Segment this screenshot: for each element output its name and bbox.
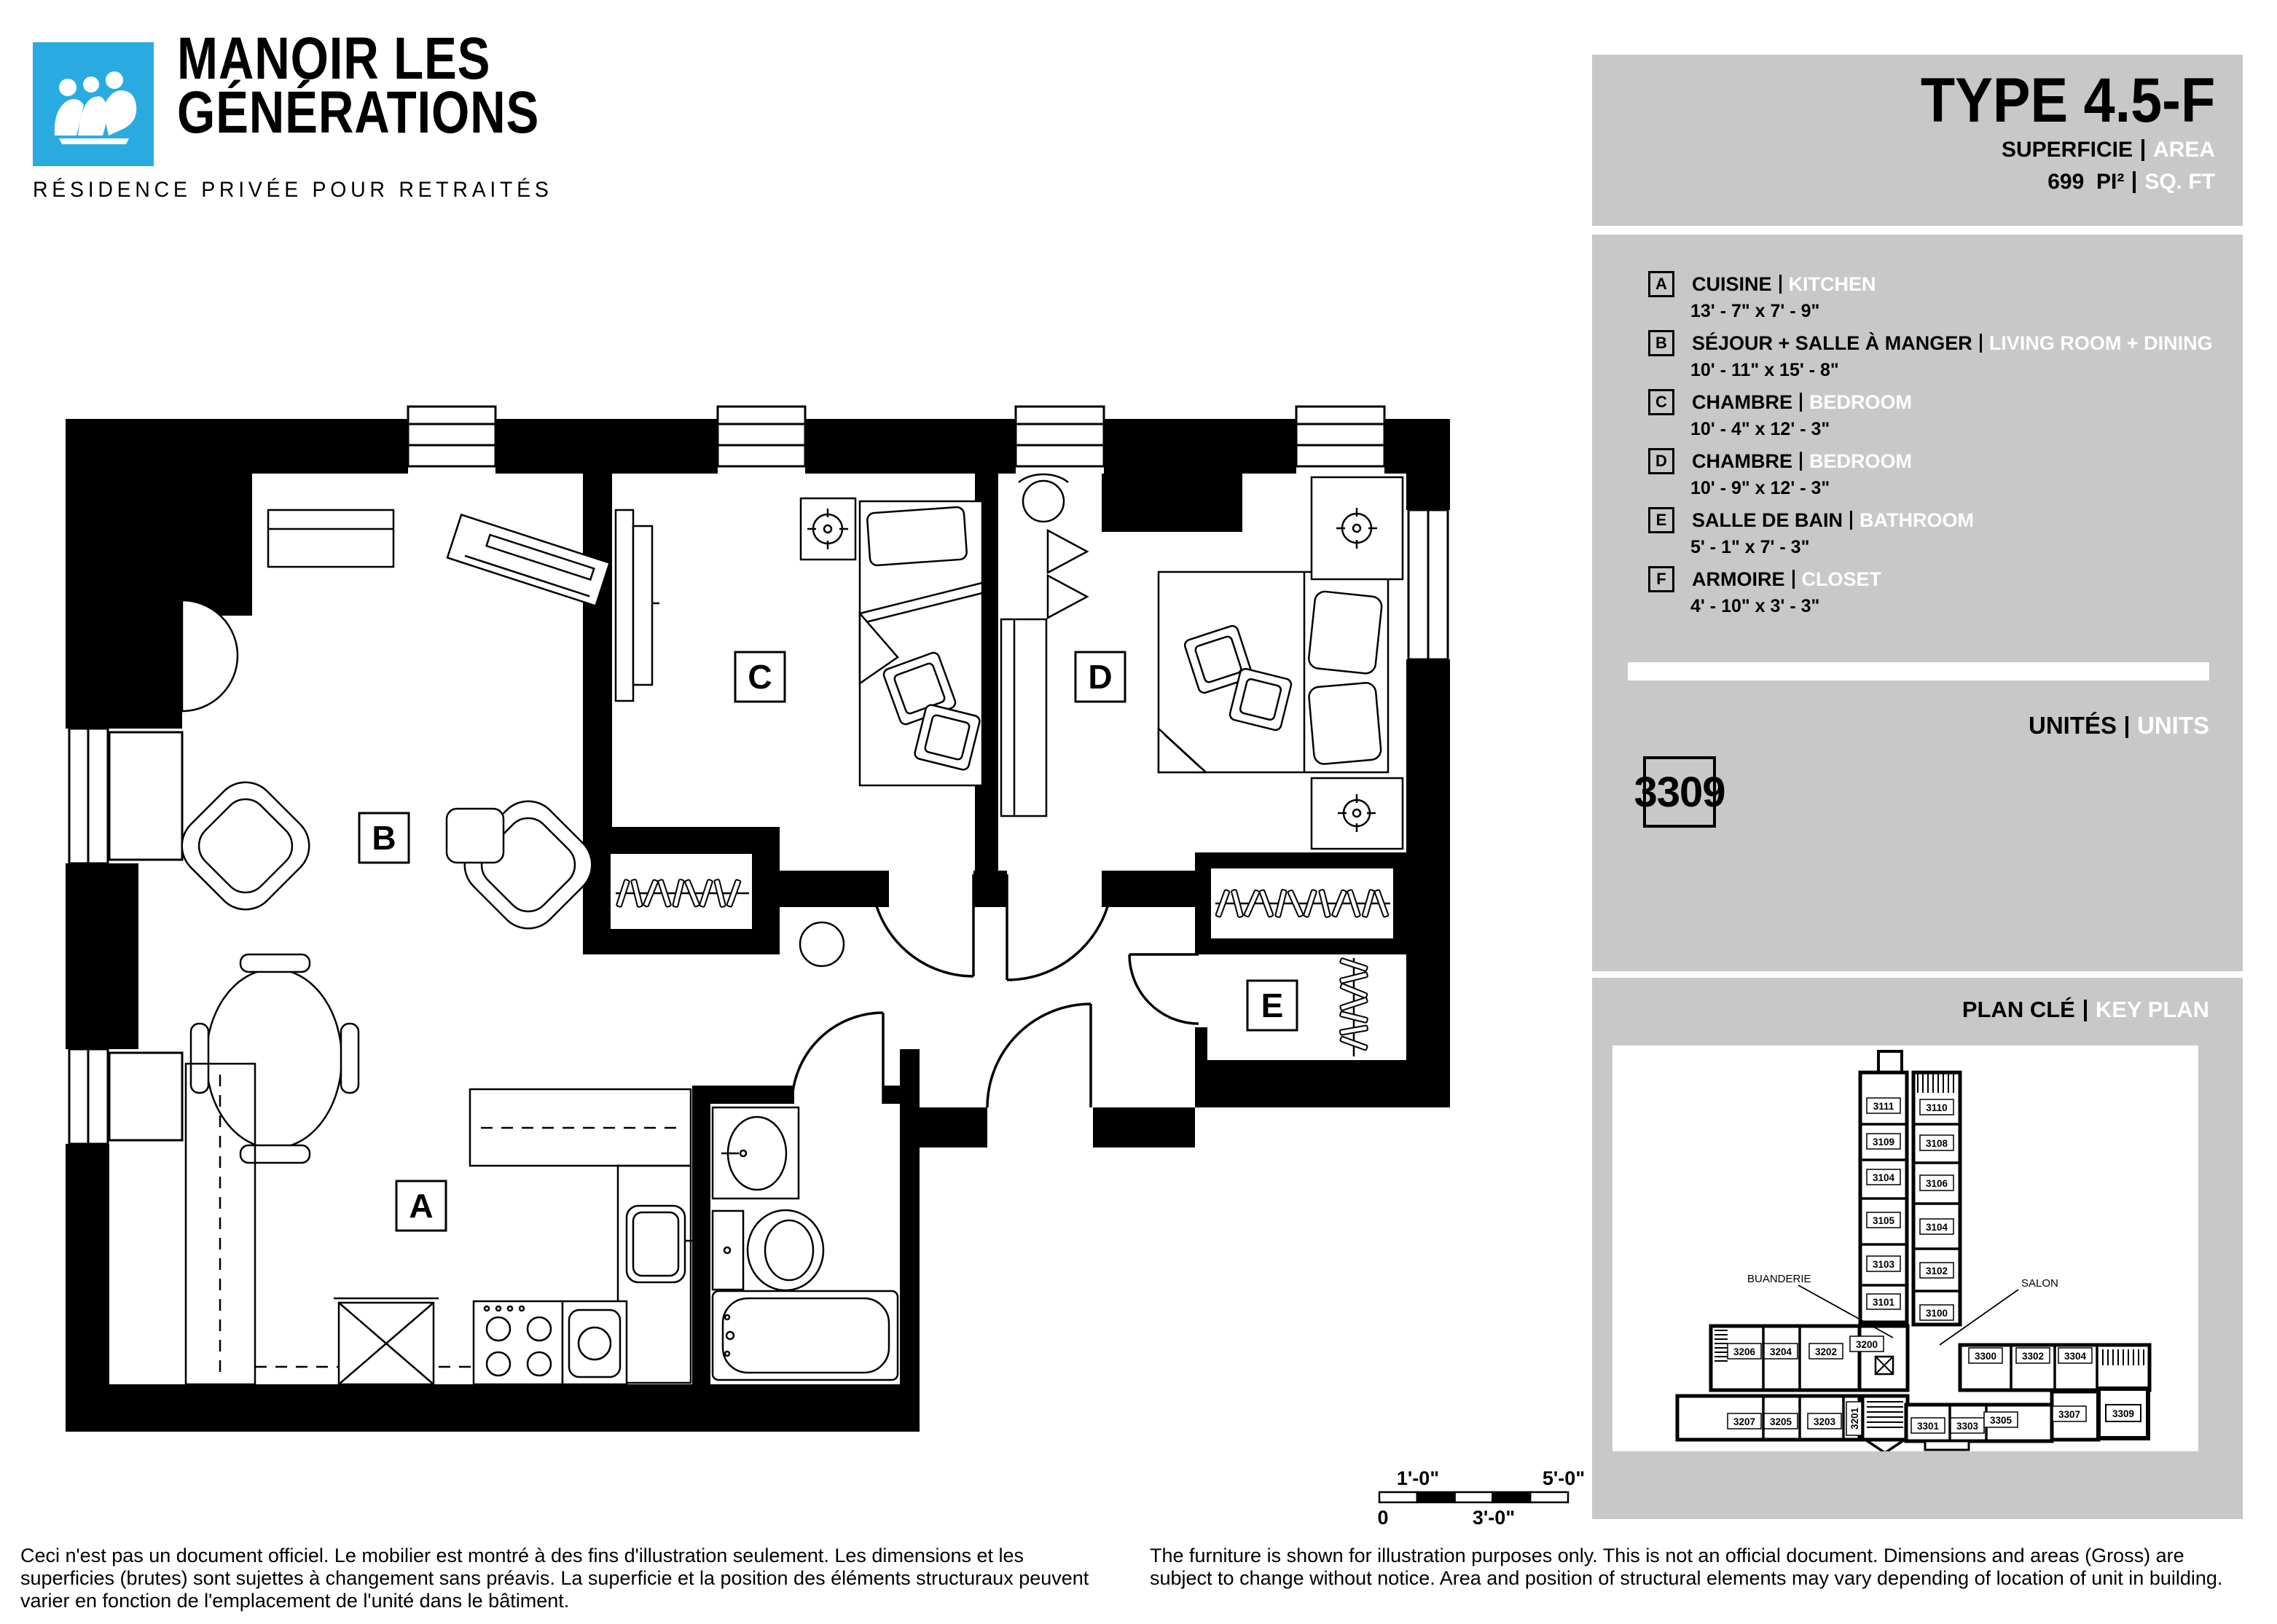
svg-text:3201: 3201 — [1849, 1407, 1860, 1430]
kp-label — [1764, 1413, 1798, 1429]
svg-text:3104: 3104 — [1872, 1172, 1895, 1183]
kp-label — [1951, 1418, 1984, 1433]
kp-label — [1920, 1135, 1953, 1150]
keyplan-panel — [1592, 978, 2243, 1519]
svg-text:3109: 3109 — [1872, 1137, 1895, 1148]
toilet — [713, 1210, 823, 1290]
window-right-1 — [1408, 510, 1448, 659]
svg-text:B: B — [372, 819, 396, 857]
area-label-en: AREA — [2152, 138, 2215, 162]
svg-text:3111: 3111 — [1873, 1101, 1894, 1112]
keyplan-heading — [1962, 997, 2209, 1023]
half-round-table — [182, 600, 238, 711]
area-heading — [1888, 138, 2215, 162]
legend-panel — [1592, 235, 2243, 971]
legend-dims: 4' - 10" x 3' - 3" — [1690, 596, 1820, 616]
svg-text:C: C — [748, 658, 772, 696]
legend-dims: 10' - 9" x 12' - 3" — [1690, 478, 1830, 498]
kp-label-current-unit — [2106, 1405, 2141, 1421]
svg-text:A: A — [409, 1187, 434, 1225]
keyplan-drawing-area — [1612, 1046, 2198, 1451]
door-entry — [987, 1004, 1091, 1107]
kp-label — [1808, 1413, 1841, 1429]
kp-label — [1867, 1256, 1900, 1271]
svg-text:3110: 3110 — [1926, 1102, 1948, 1113]
keyplan-label-en: KEY PLAN — [2095, 997, 2209, 1022]
door-room-e — [1129, 954, 1199, 1024]
legend-dims: 10' - 4" x 12' - 3" — [1690, 419, 1830, 439]
nightstand-d-top — [1312, 477, 1403, 579]
legend-item-f: F ARMOIRE CLOSET 4' - 10" x 3' - 3" — [1648, 566, 2213, 625]
door-bedroom-d — [1007, 874, 1113, 980]
dining-table — [191, 954, 358, 1163]
legend-dims: 10' - 11" x 15' - 8" — [1690, 360, 1839, 380]
kp-label — [1867, 1098, 1900, 1113]
svg-text:3205: 3205 — [1769, 1416, 1792, 1427]
svg-text:3302: 3302 — [2021, 1351, 2045, 1362]
legend-item-e: E SALLE DE BAIN BATHROOM 5' - 1" x 7' - 3" — [1648, 507, 2213, 566]
title-panel — [1592, 55, 2243, 226]
kp-label — [1969, 1348, 2002, 1363]
cushion — [914, 704, 981, 771]
legend-letter: D — [1648, 448, 1674, 474]
brand-tagline: RÉSIDENCE PRIVÉE POUR RETRAITÉS — [33, 178, 553, 202]
divider-bar — [1779, 275, 1782, 294]
kp-label — [1920, 1175, 1953, 1190]
divider-bar — [2084, 1000, 2087, 1021]
room-label-b — [359, 813, 409, 863]
kp-label — [2016, 1348, 2050, 1363]
kp-label — [2053, 1406, 2086, 1421]
divider-bar — [1792, 570, 1795, 589]
svg-text:3305: 3305 — [1989, 1415, 2013, 1426]
bathroom-vanity — [713, 1107, 799, 1199]
unit-number-badge: 3309 — [1643, 756, 1716, 828]
doors — [792, 874, 1199, 1107]
kp-label — [1867, 1212, 1900, 1228]
svg-text:3207: 3207 — [1733, 1416, 1756, 1427]
kp-label — [1850, 1336, 1884, 1352]
section-divider — [1628, 662, 2209, 680]
svg-text:3102: 3102 — [1925, 1266, 1948, 1276]
elevator — [1876, 1357, 1893, 1374]
svg-text:3300: 3300 — [1974, 1351, 1997, 1362]
svg-text:3301: 3301 — [1916, 1421, 1940, 1432]
kp-label — [1728, 1413, 1761, 1429]
room-label-d — [1075, 652, 1125, 702]
kp-label — [1920, 1263, 1953, 1278]
kp-label — [1846, 1402, 1862, 1435]
refrigerator — [334, 1298, 439, 1384]
disclaimer-english: The furniture is shown for illustration purposes only. This is not an official document. Dimensions and areas (Gross) are subject to change without notice. Area and position of structural elements may vary depending of location of unit in building. — [1150, 1545, 2223, 1589]
svg-text:3100: 3100 — [1925, 1308, 1948, 1319]
units-label-fr: UNITÉS — [2028, 712, 2117, 739]
room-label-e — [1247, 981, 1297, 1030]
divider-bar — [1800, 393, 1802, 412]
legend-letter: B — [1648, 330, 1674, 356]
legend-letter: E — [1648, 507, 1674, 533]
area-unit-fr: PI² — [2096, 170, 2125, 194]
kp-label — [1867, 1294, 1900, 1309]
svg-text:3101: 3101 — [1872, 1297, 1895, 1308]
kp-label — [2058, 1348, 2092, 1363]
bathtub — [713, 1291, 898, 1380]
desk-d — [1001, 619, 1046, 816]
legend-dims: 13' - 7" x 7' - 9" — [1690, 301, 1820, 321]
closet-e-hangers — [1340, 958, 1368, 1056]
cooktop-sink — [563, 1301, 627, 1384]
kp-label — [1809, 1343, 1843, 1359]
legend-dims: 5' - 1" x 7' - 3" — [1690, 537, 1810, 557]
kp-label — [1911, 1418, 1945, 1433]
kp-label — [1867, 1169, 1900, 1185]
divider-bar — [2133, 171, 2136, 193]
keyplan-drawing — [1612, 1046, 2198, 1451]
svg-text:3103: 3103 — [1872, 1259, 1895, 1270]
kp-label — [1867, 1134, 1900, 1149]
legend-item-c: C CHAMBRE BEDROOM 10' - 4" x 12' - 3" — [1648, 389, 2213, 448]
area-value: 699 — [2047, 170, 2085, 194]
legend-item-a: A CUISINE KITCHEN 13' - 7" x 7' - 9" — [1648, 271, 2213, 330]
legend-letter: A — [1648, 271, 1674, 297]
salon-label: SALON — [2021, 1277, 2058, 1290]
divider-bar — [2125, 716, 2128, 738]
nightstand-d-bottom — [1312, 778, 1403, 849]
window-top-3 — [1016, 407, 1104, 466]
units-label-en: UNITS — [2137, 712, 2209, 739]
legend-letter: F — [1648, 566, 1674, 592]
svg-text:3206: 3206 — [1733, 1346, 1756, 1357]
sideboard — [268, 510, 393, 567]
stove — [474, 1301, 563, 1384]
kp-label — [1728, 1343, 1761, 1359]
svg-text:3307: 3307 — [2058, 1409, 2081, 1420]
unit-type-title: TYPE 4.5-F — [1920, 66, 2215, 136]
room-label-a — [396, 1181, 446, 1231]
legend-letter: C — [1648, 389, 1674, 415]
superficie-label: SUPERFICIE — [2001, 138, 2133, 162]
stool — [800, 922, 844, 966]
scale-0: 0 — [1377, 1507, 1389, 1529]
svg-text:D: D — [1088, 658, 1113, 696]
area-unit-en: SQ. FT — [2144, 170, 2215, 194]
brand-line1: MANOIR LES — [177, 26, 491, 92]
svg-text:3202: 3202 — [1814, 1346, 1838, 1357]
window-top-2 — [718, 407, 805, 466]
scale-3ft: 3'-0" — [1472, 1507, 1516, 1529]
units-heading — [2029, 712, 2209, 740]
room-label-c — [735, 652, 785, 702]
scale-5ft: 5'-0" — [1542, 1467, 1586, 1489]
svg-text:3204: 3204 — [1769, 1346, 1792, 1357]
cushion — [1228, 667, 1292, 731]
svg-text:3200: 3200 — [1855, 1339, 1878, 1350]
scale-bar — [1377, 1467, 1585, 1529]
side-table — [447, 809, 503, 863]
brand-line2: GÉNÉRATIONS — [177, 79, 540, 146]
scale-1ft: 1'-0" — [1396, 1467, 1440, 1489]
kp-label — [1984, 1412, 2018, 1427]
buanderie-label: BUANDERIE — [1747, 1273, 1811, 1285]
window-top-4 — [1296, 407, 1384, 466]
kitchen-sink — [627, 1206, 697, 1282]
disclaimer-french: Ceci n'est pas un document officiel. Le mobilier est montré à des fins d'illustration seulement. Les dimensions et les superficies (brutes) sont sujettes à changement sans préavis. La superficie et la position des éléments structuraux peuvent varier en fonction de l'emplacement de l'unité dans le bâtiment. — [20, 1545, 1089, 1612]
divider-bar — [2141, 139, 2144, 161]
legend-item-b: B SÉJOUR + SALLE À MANGER LIVING ROOM + DINING 10' - 11" x 15' - 8" — [1648, 330, 2213, 389]
svg-text:3304: 3304 — [2064, 1351, 2087, 1362]
svg-text:3105: 3105 — [1872, 1215, 1895, 1226]
area-value-line — [1888, 170, 2215, 195]
dresser-c — [616, 510, 659, 701]
door-bathroom — [792, 1013, 883, 1104]
svg-text:E: E — [1261, 986, 1284, 1024]
divider-bar — [1980, 334, 1982, 353]
svg-text:3309: 3309 — [2112, 1408, 2135, 1419]
legend-item-d: D CHAMBRE BEDROOM 10' - 9" x 12' - 3" — [1648, 448, 2213, 507]
louver-marks — [1048, 530, 1087, 618]
kp-label — [1920, 1099, 1953, 1115]
room-legend — [1648, 271, 2213, 625]
kp-label — [1764, 1343, 1798, 1359]
window-left-2 — [69, 1049, 182, 1144]
armchair-1 — [169, 769, 321, 922]
nightstand-c — [801, 498, 855, 560]
svg-text:3203: 3203 — [1813, 1416, 1836, 1427]
divider-bar — [1850, 511, 1852, 530]
desk-chair — [1019, 474, 1068, 522]
svg-text:3106: 3106 — [1925, 1178, 1948, 1189]
window-top-1 — [408, 407, 495, 466]
svg-text:3303: 3303 — [1956, 1421, 1979, 1432]
kp-label — [1920, 1219, 1953, 1234]
divider-bar — [1800, 452, 1802, 471]
window-left-1 — [69, 729, 182, 863]
svg-text:3104: 3104 — [1925, 1222, 1948, 1233]
kp-label — [1920, 1305, 1953, 1320]
svg-text:3108: 3108 — [1925, 1138, 1948, 1149]
keyplan-label-fr: PLAN CLÉ — [1961, 997, 2075, 1022]
